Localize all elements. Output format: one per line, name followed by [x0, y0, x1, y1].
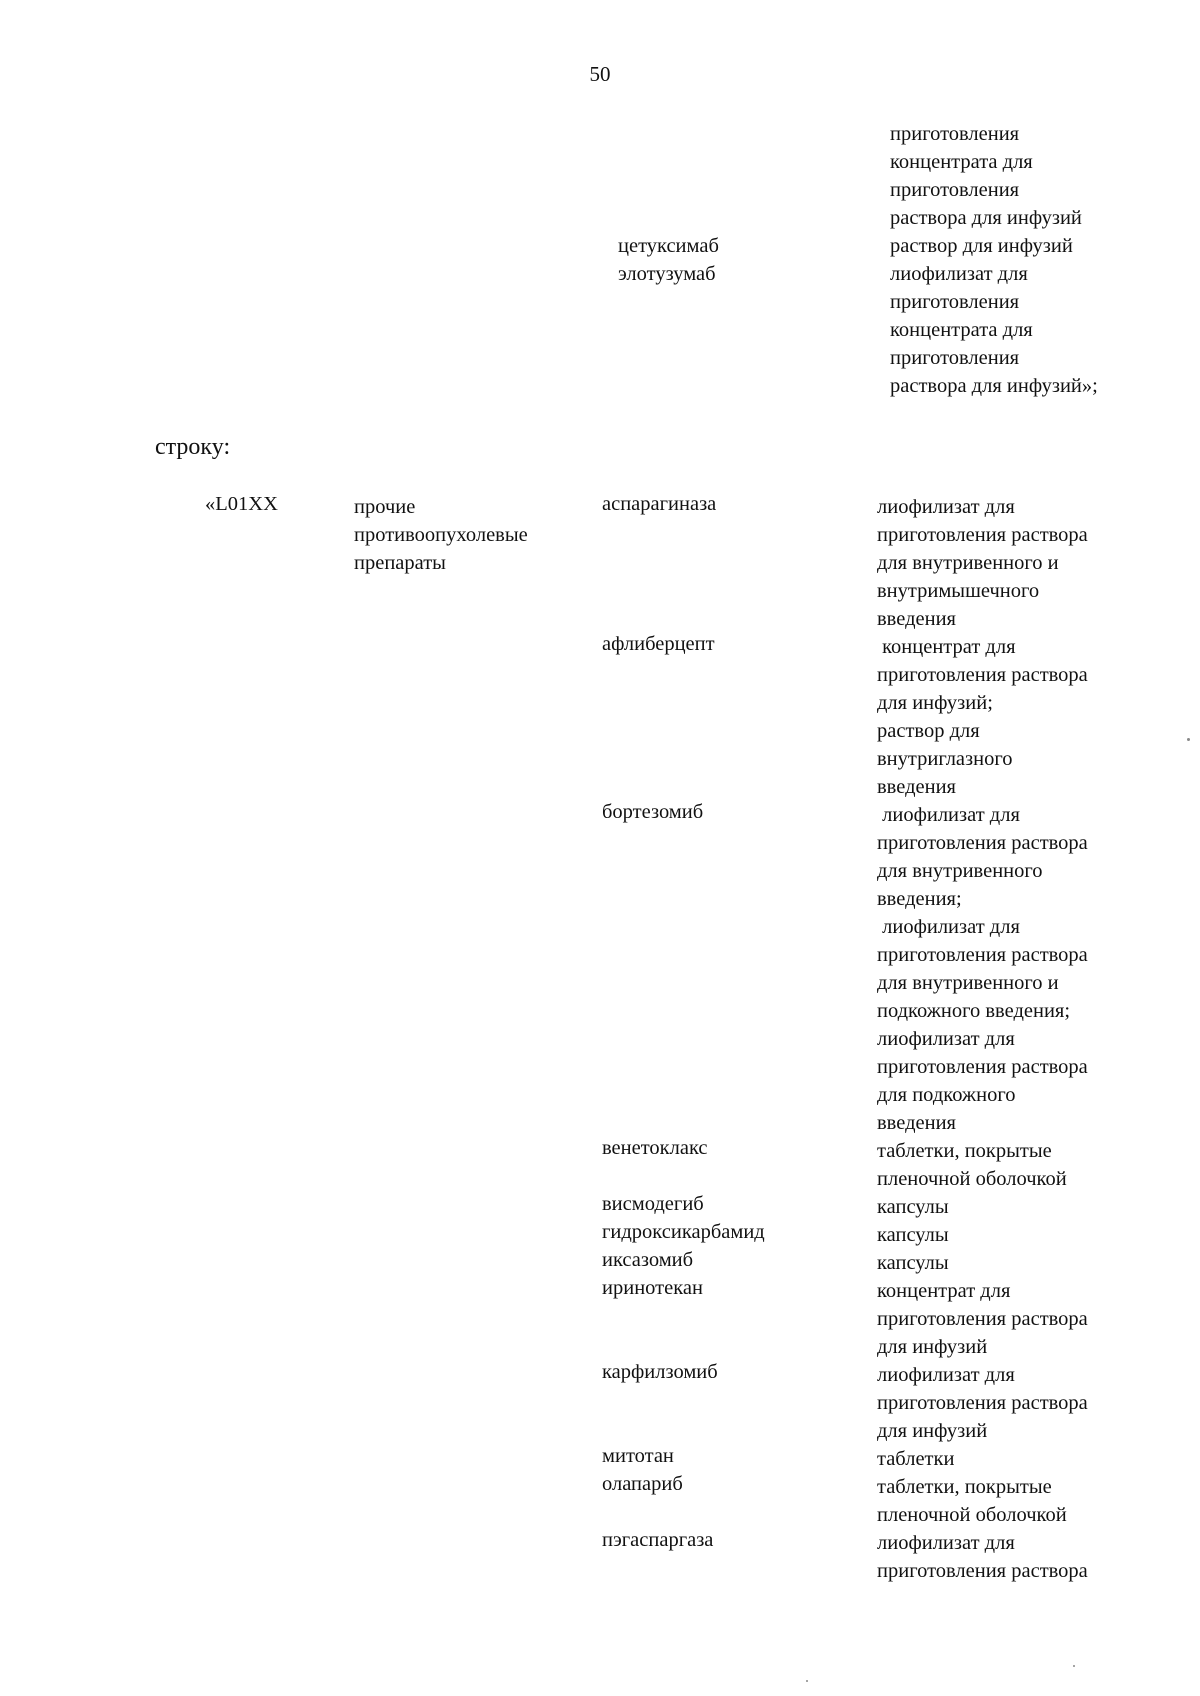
drug-name: венетоклакс [602, 1137, 708, 1159]
dosage-form [877, 1473, 1067, 1529]
dosage-form-line: введения [877, 608, 956, 630]
dosage-form-line: для внутривенного и [877, 552, 1059, 574]
dosage-form-line: лиофилизат для [877, 1028, 1015, 1050]
form-line: приготовления [890, 179, 1020, 201]
form-line: концентрата для [890, 319, 1033, 341]
form-line: приготовления [890, 291, 1020, 313]
dosage-form [877, 1277, 1088, 1361]
dosage-form-line: капсулы [877, 1224, 949, 1246]
form-line: лиофилизат для [890, 263, 1028, 285]
drug-name: аспарагиназа [602, 493, 717, 515]
dosage-form-line: пленочной оболочкой [877, 1504, 1067, 1526]
dosage-form [877, 1529, 1088, 1585]
dosage-form-line: подкожного введения; [877, 1000, 1071, 1022]
dosage-form-line: приготовления раствора [877, 1392, 1088, 1414]
drug-name: афлиберцепт [602, 633, 715, 655]
form-line: концентрата для [890, 151, 1033, 173]
continuation-drug-names [618, 232, 719, 288]
dosage-form-line: лиофилизат для [877, 804, 1020, 826]
dosage-form-line: таблетки, покрытые [877, 1140, 1052, 1162]
dosage-form-line: введения; [877, 888, 962, 910]
drug-name: олапариб [602, 1473, 683, 1495]
scan-speck [1073, 1665, 1075, 1667]
drug-name: митотан [602, 1445, 674, 1467]
group-line: препараты [354, 552, 446, 574]
dosage-form-line: концентрат для [877, 1280, 1011, 1302]
drug-name: бортезомиб [602, 801, 704, 823]
continuation-forms [890, 120, 1098, 400]
dosage-form [877, 1221, 949, 1249]
dosage-form [877, 1137, 1067, 1193]
dosage-form-line: приготовления раствора [877, 832, 1088, 854]
dosage-form-line: лиофилизат для [877, 1364, 1015, 1386]
form-line: раствор для инфузий [890, 235, 1073, 257]
dosage-form-line: введения [877, 776, 956, 798]
dosage-form-line: приготовления раствора [877, 524, 1088, 546]
dosage-form-line: для инфузий [877, 1336, 988, 1358]
dosage-form-line: для инфузий [877, 1420, 988, 1442]
scan-speck [1187, 738, 1190, 741]
dosage-form-line: приготовления раствора [877, 1308, 1088, 1330]
drug-name: элотузумаб [618, 263, 716, 285]
dosage-form [877, 1193, 949, 1221]
form-line: приготовления [890, 347, 1020, 369]
dosage-form-line: введения [877, 1112, 956, 1134]
form-line: раствора для инфузий»; [890, 375, 1098, 397]
drug-name: висмодегиб [602, 1193, 704, 1215]
dosage-form-line: капсулы [877, 1196, 949, 1218]
form-line: приготовления [890, 123, 1020, 145]
group-line: противоопухолевые [354, 524, 528, 546]
dosage-form-line: для внутривенного [877, 860, 1043, 882]
dosage-form-line: внутримышечного [877, 580, 1040, 602]
dosage-form-line: таблетки [877, 1448, 955, 1470]
dosage-form-line: внутриглазного [877, 748, 1013, 770]
section-heading: строку: [155, 434, 231, 460]
dosage-form-line: лиофилизат для [877, 916, 1020, 938]
drug-name: иксазомиб [602, 1249, 694, 1271]
dosage-form [877, 1445, 954, 1473]
dosage-form-line: для внутривенного и [877, 972, 1059, 994]
form-line: раствора для инфузий [890, 207, 1082, 229]
dosage-form-line: капсулы [877, 1252, 949, 1274]
dosage-form-line: концентрат для [877, 636, 1016, 658]
dosage-form-line: раствор для [877, 720, 980, 742]
dosage-form-line: приготовления раствора [877, 1560, 1088, 1582]
group-name [354, 493, 528, 577]
dosage-form-line: приготовления раствора [877, 664, 1088, 686]
drug-name: карфилзомиб [602, 1361, 718, 1383]
dosage-form-line: приготовления раствора [877, 944, 1088, 966]
group-line: прочие [354, 496, 416, 518]
dosage-form-line: лиофилизат для [877, 496, 1015, 518]
scan-speck [806, 1680, 808, 1682]
dosage-form-line: пленочной оболочкой [877, 1168, 1067, 1190]
page-number: 50 [589, 62, 611, 86]
dosage-form-line: таблетки, покрытые [877, 1476, 1052, 1498]
dosage-form [877, 633, 1088, 801]
dosage-form [877, 493, 1088, 633]
dosage-form-line: приготовления раствора [877, 1056, 1088, 1078]
drug-name: цетуксимаб [618, 235, 719, 257]
drug-name: гидроксикарбамид [602, 1221, 765, 1243]
drug-name: пэгаспаргаза [602, 1529, 714, 1551]
dosage-form [877, 801, 1088, 1137]
dosage-form [877, 1361, 1088, 1445]
dosage-form-line: для подкожного [877, 1084, 1016, 1106]
dosage-form-line: лиофилизат для [877, 1532, 1015, 1554]
dosage-form [877, 1249, 949, 1277]
atc-code: «L01XX [205, 493, 278, 515]
dosage-form-line: для инфузий; [877, 692, 993, 714]
drug-name: иринотекан [602, 1277, 703, 1299]
